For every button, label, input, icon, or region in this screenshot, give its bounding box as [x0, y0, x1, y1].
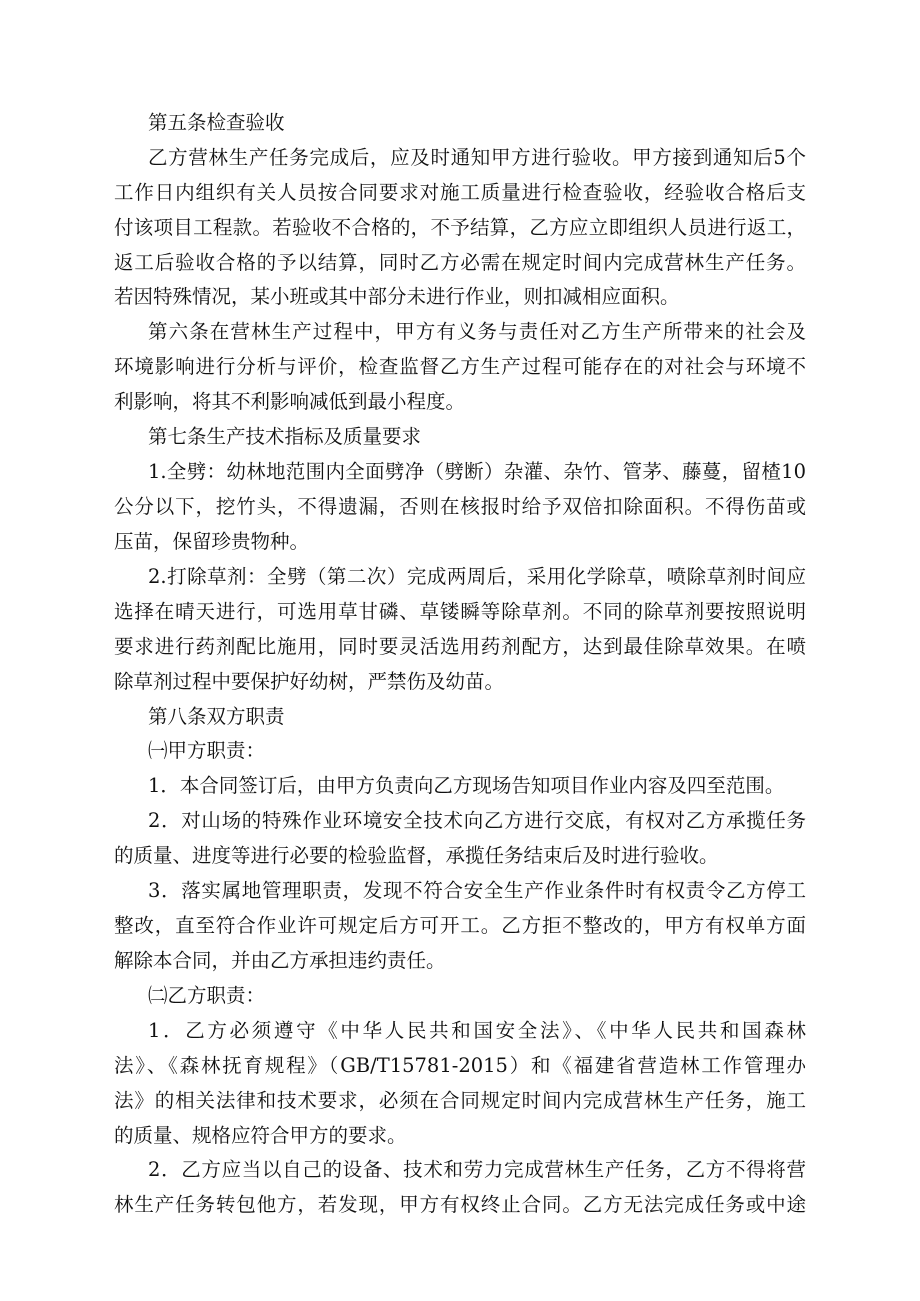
paragraph-line: 林生产任务转包他方，若发现，甲方有权终止合同。乙方无法完成任务或中途	[114, 1193, 806, 1216]
article-8-heading: 第八条双方职责	[148, 705, 285, 728]
paragraph-line: 付该项目工程款。若验收不合格的，不予结算，乙方应立即组织人员进行返工，	[114, 216, 806, 239]
party-a-heading: ㈠甲方职责：	[148, 739, 266, 762]
article-7-heading: 第七条生产技术指标及质量要求	[148, 425, 422, 448]
paragraph-line: 2.打除草剂：全劈（第二次）完成两周后，采用化学除草，喷除草剂时间应	[148, 565, 806, 588]
paragraph-line: 要求进行药剂配比施用，同时要灵活选用药剂配方，达到最佳除草效果。在喷	[114, 635, 806, 658]
paragraph-line: 整改，直至符合作业许可规定后方可开工。乙方拒不整改的，甲方有权单方面	[114, 914, 806, 937]
paragraph-line: 除草剂过程中要保护好幼树，严禁伤及幼苗。	[114, 670, 505, 693]
paragraph-line: 解除本合同，并由乙方承担违约责任。	[114, 949, 446, 972]
paragraph-line: 1.全劈：幼林地范围内全面劈净（劈断）杂灌、杂竹、管茅、藤蔓，留楂10	[148, 460, 806, 483]
paragraph-line: 若因特殊情况，某小班或其中部分未进行作业，则扣减相应面积。	[114, 285, 680, 308]
paragraph-line: 返工后验收合格的予以结算，同时乙方必需在规定时间内完成营林生产任务。	[114, 251, 806, 274]
paragraph-line: 乙方营林生产任务完成后，应及时通知甲方进行验收。甲方接到通知后5个	[148, 146, 806, 169]
paragraph-line: 1．乙方必须遵守《中华人民共和国安全法》、《中华人民共和国森林	[148, 1019, 806, 1042]
paragraph-line: 利影响，将其不利影响减低到最小程度。	[114, 390, 466, 413]
paragraph-line: 的质量、规格应符合甲方的要求。	[114, 1124, 407, 1147]
paragraph-line: 选择在晴天进行，可选用草甘磷、草镂瞬等除草剂。不同的除草剂要按照说明	[114, 600, 806, 623]
paragraph-line: 工作日内组织有关人员按合同要求对施工质量进行检查验收，经验收合格后支	[114, 181, 806, 204]
paragraph-line: 2．对山场的特殊作业环境安全技术向乙方进行交底，有权对乙方承揽任务	[148, 809, 806, 832]
article-6-line: 第六条在营林生产过程中，甲方有义务与责任对乙方生产所带来的社会及	[148, 320, 806, 343]
paragraph-line: 压苗，保留珍贵物种。	[114, 530, 310, 553]
article-5-heading: 第五条检查验收	[148, 111, 285, 134]
party-b-heading: ㈡乙方职责：	[148, 984, 266, 1007]
paragraph-line: 环境影响进行分析与评价，检查监督乙方生产过程可能存在的对社会与环境不	[114, 355, 806, 378]
paragraph-line: 法》的相关法律和技术要求，必须在合同规定时间内完成营林生产任务，施工	[114, 1089, 806, 1112]
paragraph-line: 的质量、进度等进行必要的检验监督，承揽任务结束后及时进行验收。	[114, 844, 719, 867]
paragraph-line: 1．本合同签订后，由甲方负责向乙方现场告知项目作业内容及四至范围。	[148, 774, 785, 797]
paragraph-line: 2．乙方应当以自己的设备、技术和劳力完成营林生产任务，乙方不得将营	[148, 1158, 806, 1181]
paragraph-line: 法》、《森林抚育规程》（GB/T15781-2015）和《福建省营造林工作管理办	[114, 1054, 806, 1077]
paragraph-line: 公分以下，挖竹头，不得遗漏，否则在核报时给予双倍扣除面积。不得伤苗或	[114, 495, 806, 518]
paragraph-line: 3．落实属地管理职责，发现不符合安全生产作业条件时有权责令乙方停工	[148, 879, 806, 902]
